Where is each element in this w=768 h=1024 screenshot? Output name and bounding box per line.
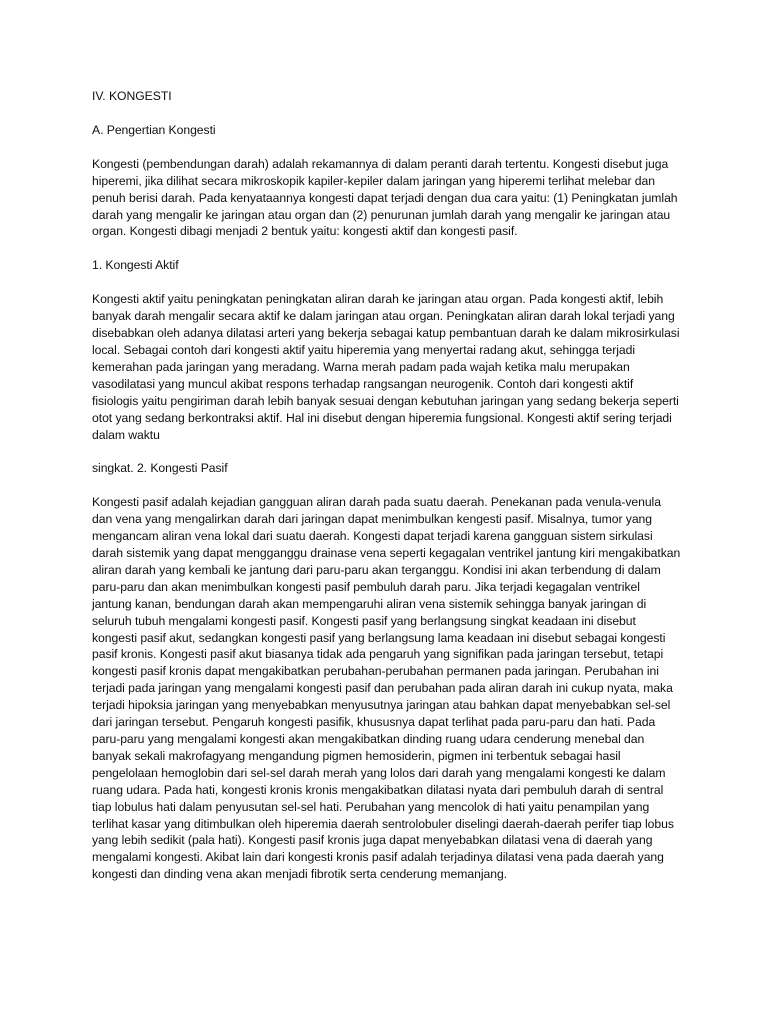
document-page xyxy=(92,88,682,900)
document-title: IV. KONGESTI xyxy=(92,89,172,103)
section-1-heading: 1. Kongesti Aktif xyxy=(92,258,179,273)
section-2-paragraph: Kongesti pasif adalah kejadian gangguan aliran darah pada suatu daerah. Penekanan pada venula-venula dan vena yang mengalirkan darah dari jaringan dapat menimbulkan kengesti pasif. Misalnya, tumor yang mengancam aliran vena lokal dari suatu daerah. Kongesti dapat terjadi karena gangguan sistem sirkulasi darah sistemik yang dapat mengganggu drainase vena seperti kegagalan ventrikel jantung kiri mengakibatkan aliran darah yang kembali ke jantung dari paru-paru akan terganggu. Kondisi ini akan terbendung di dalam paru-paru dan akan menimbulkan kongesti pasif pembuluh darah paru. Jika terjadi kegagalan ventrikel jantung kanan, bendungan darah akan mempengaruhi aliran vena sistemik sehingga banyak jaringan di seluruh tubuh mengalami kongesti pasif. Kongesti pasif yang berlangsung singkat keadaan ini disebut kongesti pasif akut, sedangkan kongesti pasif yang berlangsung lama keadaan ini disebut sebagai kongesti pasif kronis. Kongesti pasif akut biasanya tidak ada pengaruh yang signifikan pada jaringan tersebut, tetapi kongesti pasif kronis dapat mengakibatkan perubahan-perubahan permanen pada jaringan. Perubahan ini terjadi pada jaringan yang mengalami kongesti pasif dan perubahan pada aliran darah ini cukup nyata, maka terjadi hipoksia jaringan yang menyebabkan menyusutnya jaringan atau bahkan dapat menyebabkan sel-sel dari jaringan tersebut. Pengaruh kongesti pasifik, khususnya dapat terlihat pada paru-paru dan hati. Pada paru-paru yang mengalami kongesti akan mengakibatkan dinding ruang udara cenderung menebal dan banyak sekali makrofagyang mengandung pigmen hemosiderin, pigmen ini terbentuk sebagai hasil pengelolaan hemoglobin dari sel-sel darah merah yang lolos dari darah yang mengalami kongesti ke dalam ruang udara. Pada hati, kongesti kronis kronis mengakibatkan dilatasi nyata dari pembuluh darah di sentral tiap lobulus hati dalam penyusutan sel-sel hati. Perubahan yang mencolok di hati yaitu penampilan yang terlihat kasar yang ditimbulkan oleh hiperemia daerah sentrolobuler diselingi daerah-daerah perifer tiap lobus yang lebih sedikit (pala hati). Kongesti pasif kronis juga dapat menyebabkan dilatasi vena di daerah yang mengalami kongesti. Akibat lain dari kongesti kronis pasif adalah terjadinya dilatasi vena pada daerah yang kongesti dan dinding vena akan menjadi fibrotik serta cenderung memanjang. xyxy=(92,495,681,882)
section-a-heading: A. Pengertian Kongesti xyxy=(92,122,216,137)
section-2-heading: singkat. 2. Kongesti Pasif xyxy=(92,461,228,476)
section-a-paragraph: Kongesti (pembendungan darah) adalah rekamannya di dalam peranti darah tertentu. Kongesti disebut juga hiperemi, jika dilihat secara mikroskopik kapiler-kepiler dalam jaringan yang hiperemi terlihat melebar dan penuh berisi darah. Pada kenyataannya kongesti dapat terjadi dengan dua cara yaitu: (1) Peningkatan jumlah darah yang mengalir ke jaringan atau organ dan (2) penurunan jumlah darah yang mengalir ke jaringan atau organ. Kongesti dibagi menjadi 2 bentuk yaitu: kongesti aktif dan kongesti pasif. xyxy=(92,156,678,239)
section-1-paragraph: Kongesti aktif yaitu peningkatan peningkatan aliran darah ke jaringan atau organ. Pada kongesti aktif, lebih banyak darah mengalir secara aktif ke dalam jaringan atau organ. Peningkatan aliran darah lokal terjadi yang disebabkan oleh adanya dilatasi arteri yang bekerja sebagai katup pembantuan darah ke dalam mikrosirkulasi local. Sebagai contoh dari kongesti aktif yaitu hiperemia yang menyertai radang akut, sehingga terjadi kemerahan pada jaringan yang meradang. Warna merah padam pada wajah ketika malu merupakan vasodilatasi yang muncul akibat respons terhadap rangsangan neurogenik. Contoh dari kongesti aktif fisiologis yaitu pengiriman darah lebih banyak sesuai dengan kebutuhan jaringan yang sedang bekerja seperti otot yang sedang berkontraksi aktif. Hal ini disebut dengan hiperemia fungsional. Kongesti aktif sering terjadi dalam waktu xyxy=(92,292,680,442)
